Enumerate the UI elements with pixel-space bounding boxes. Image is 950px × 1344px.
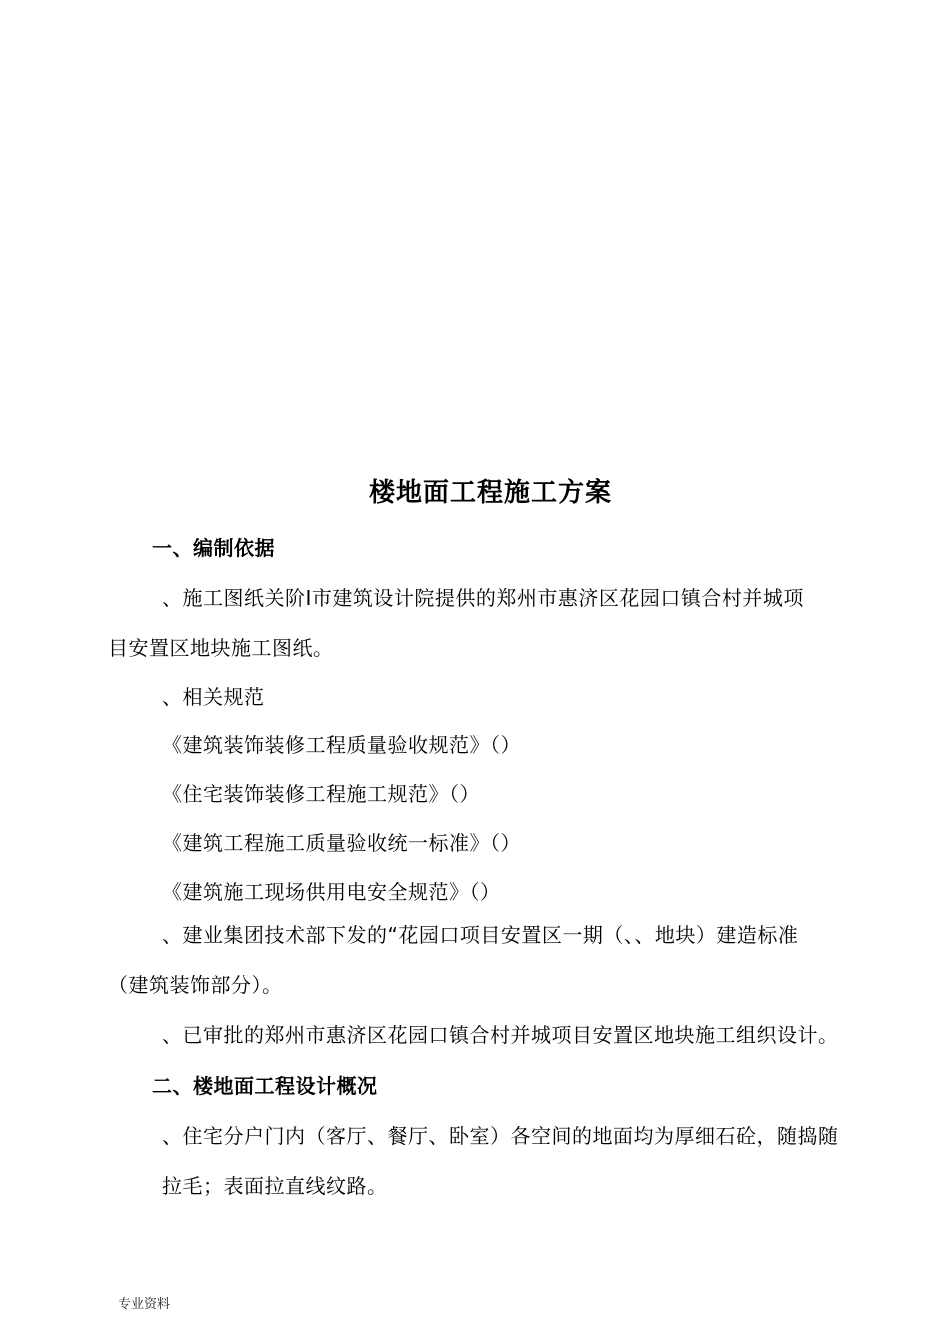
paragraph-standard-line1: 、建业集团技术部下发的“花园口项目安置区一期（、、地块）建造标准 — [162, 923, 799, 947]
spec-item-3: 《建筑工程施工质量验收统一标准》（） — [162, 831, 521, 855]
paragraph-drawings-line2: 目安置区地块施工图纸。 — [108, 636, 334, 660]
spec-item-4: 《建筑施工现场供用电安全规范》（） — [162, 880, 501, 904]
paragraph-drawings-line1: 、施工图纸关阶Ⅰ市建筑设计院提供的郑州市惠济区花园口镇合村并城项 — [162, 586, 804, 610]
spec-item-2: 《住宅装饰装修工程施工规范》（） — [162, 782, 480, 806]
document-title: 楼地面工程施工方案 — [369, 478, 613, 508]
paragraph-design-line1: 、住宅分户门内（客厅、餐厅、卧室）各空间的地面均为厚细石砼，随捣随 — [162, 1124, 839, 1148]
section-heading-design-overview: 二、楼地面工程设计概况 — [152, 1074, 378, 1098]
footer-label: 专业资料 — [118, 1297, 171, 1312]
paragraph-design-line2: 拉毛；表面拉直线纹路。 — [162, 1174, 388, 1198]
section-heading-basis: 一、编制依据 — [152, 536, 275, 560]
paragraph-specs-heading: 、相关规范 — [162, 685, 265, 709]
paragraph-construction-design: 、已审批的郑州市惠济区花园口镇合村并城项目安置区地块施工组织设计。 — [162, 1023, 839, 1047]
spec-item-1: 《建筑装饰装修工程质量验收规范》（） — [162, 733, 521, 757]
paragraph-standard-line2: （建筑装饰部分）。 — [108, 973, 283, 997]
